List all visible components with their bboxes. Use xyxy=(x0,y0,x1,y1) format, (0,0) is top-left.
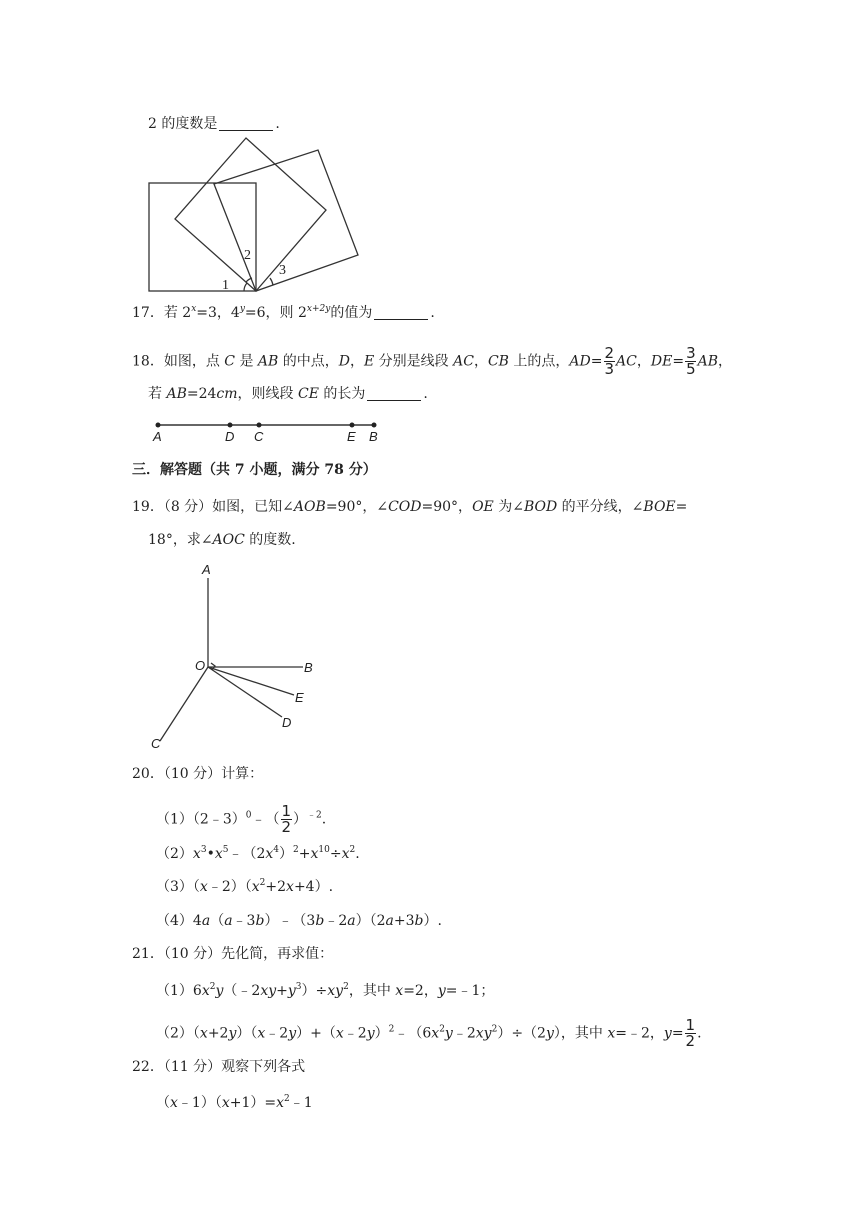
q16-tail-text: 2 的度数是 xyxy=(148,116,218,132)
label-O: O xyxy=(195,658,206,673)
q21-number: 21． xyxy=(132,946,164,962)
label-C: C xyxy=(151,736,161,751)
fraction-2-3: $\frac{2}{3}$ xyxy=(604,344,615,378)
q22-title-line: 22．（11 分）观察下列各式 xyxy=(132,1059,306,1075)
q20-title-line: 20．（10 分）计算： xyxy=(132,766,264,782)
q18-line-2: 若 AB=24cm，则线段 CE 的长为 . xyxy=(148,386,428,402)
angle-arc-3 xyxy=(270,278,273,285)
q16-tail-line: 2 的度数是 . xyxy=(148,116,280,132)
q20-part-2: $(2)x^3•x^5﹣(2x^4)^2+x^{10}\div x^2$. xyxy=(156,845,360,862)
label-B: B xyxy=(369,429,378,444)
angle-label-1: 1 xyxy=(222,278,229,293)
q21-title-line: 21．（10 分）先化简，再求值： xyxy=(132,946,334,962)
section-3-heading: 三．解答题（共 7 小题，满分 78 分） xyxy=(132,462,377,478)
q20-part-4: （4）4a（a﹣3b）﹣（3b﹣2a）（2a+3b）. xyxy=(156,913,442,929)
label-A: A xyxy=(202,562,211,577)
square-left xyxy=(149,183,256,291)
angle-label-2: 2 xyxy=(244,248,251,263)
point-A xyxy=(156,423,161,428)
q18-line-1: 18．如图，点 C 是 AB 的中点，D，E 分别是线段 AC，CB 上的点，AD= $\frac{2}{3}$ AC，DE= $\frac{3}{5}$ AB， xyxy=(132,344,733,378)
answer-blank[interactable] xyxy=(367,386,421,401)
fraction-1-2: $\frac{1}{2}$ xyxy=(281,802,292,836)
ray-OC xyxy=(160,667,208,741)
label-B: B xyxy=(304,660,313,675)
point-B xyxy=(372,423,377,428)
q20-part-3: $(3)(x﹣2)(x^2+2x+4)$. xyxy=(156,878,334,895)
label-D: D xyxy=(225,429,235,444)
q18-segment-figure xyxy=(150,417,386,447)
q19-line-1: 19．（8 分）如图，已知∠AOB=90°，∠COD=90°，OE 为∠BOD 的平分线，∠BOE= xyxy=(132,499,688,515)
square-right xyxy=(214,150,358,291)
q22-line-1: $(x﹣1)(x+1)=x^2﹣1$ xyxy=(156,1094,313,1111)
answer-blank[interactable] xyxy=(219,116,273,131)
q19-angle-figure xyxy=(148,560,328,752)
q19-number: 19． xyxy=(132,499,164,515)
label-C: C xyxy=(254,429,264,444)
q16-squares-figure xyxy=(148,137,360,295)
fraction-1-2: $\frac{1}{2}$ xyxy=(685,1016,696,1050)
q19-line-2: 18°，求∠AOC 的度数. xyxy=(148,532,296,548)
ray-OD xyxy=(208,667,282,717)
point-D xyxy=(228,423,233,428)
q21-part-1: $(1)6x^2y(﹣2xy+y^3)\div xy^2$，其中 x=2，y=﹣1； xyxy=(156,982,495,999)
q21-part-2: $(2)(x+2y)(x﹣2y)+(x﹣2y)^2﹣(6x^2y﹣2xy^2)\div(2y)$，其中 x=﹣2，y= $\frac{1}{2}$ . xyxy=(156,1016,702,1050)
answer-blank[interactable] xyxy=(374,305,428,320)
q20-part-1: （1）（2﹣3）$^0$﹣（ $\frac{1}{2}$ ）$^{﹣2}$. xyxy=(156,802,327,836)
label-D: D xyxy=(282,715,292,730)
label-E: E xyxy=(347,429,356,444)
q20-number: 20． xyxy=(132,766,164,782)
q17-line: 17．若 $2^x=3$，$4^y=6$，则 $2^{x+2y}$的值为 . xyxy=(132,304,435,321)
fraction-3-5: $\frac{3}{5}$ xyxy=(686,344,696,378)
point-C xyxy=(257,423,262,428)
q22-number: 22． xyxy=(132,1059,164,1075)
label-A: A xyxy=(153,429,162,444)
angle-label-3: 3 xyxy=(279,263,286,278)
q18-number: 18． xyxy=(132,353,164,370)
point-E xyxy=(350,423,355,428)
q17-number: 17． xyxy=(132,305,164,321)
angle-arc-1 xyxy=(244,283,247,291)
square-middle xyxy=(175,138,326,291)
label-E: E xyxy=(295,690,304,705)
ray-OE xyxy=(208,667,294,695)
